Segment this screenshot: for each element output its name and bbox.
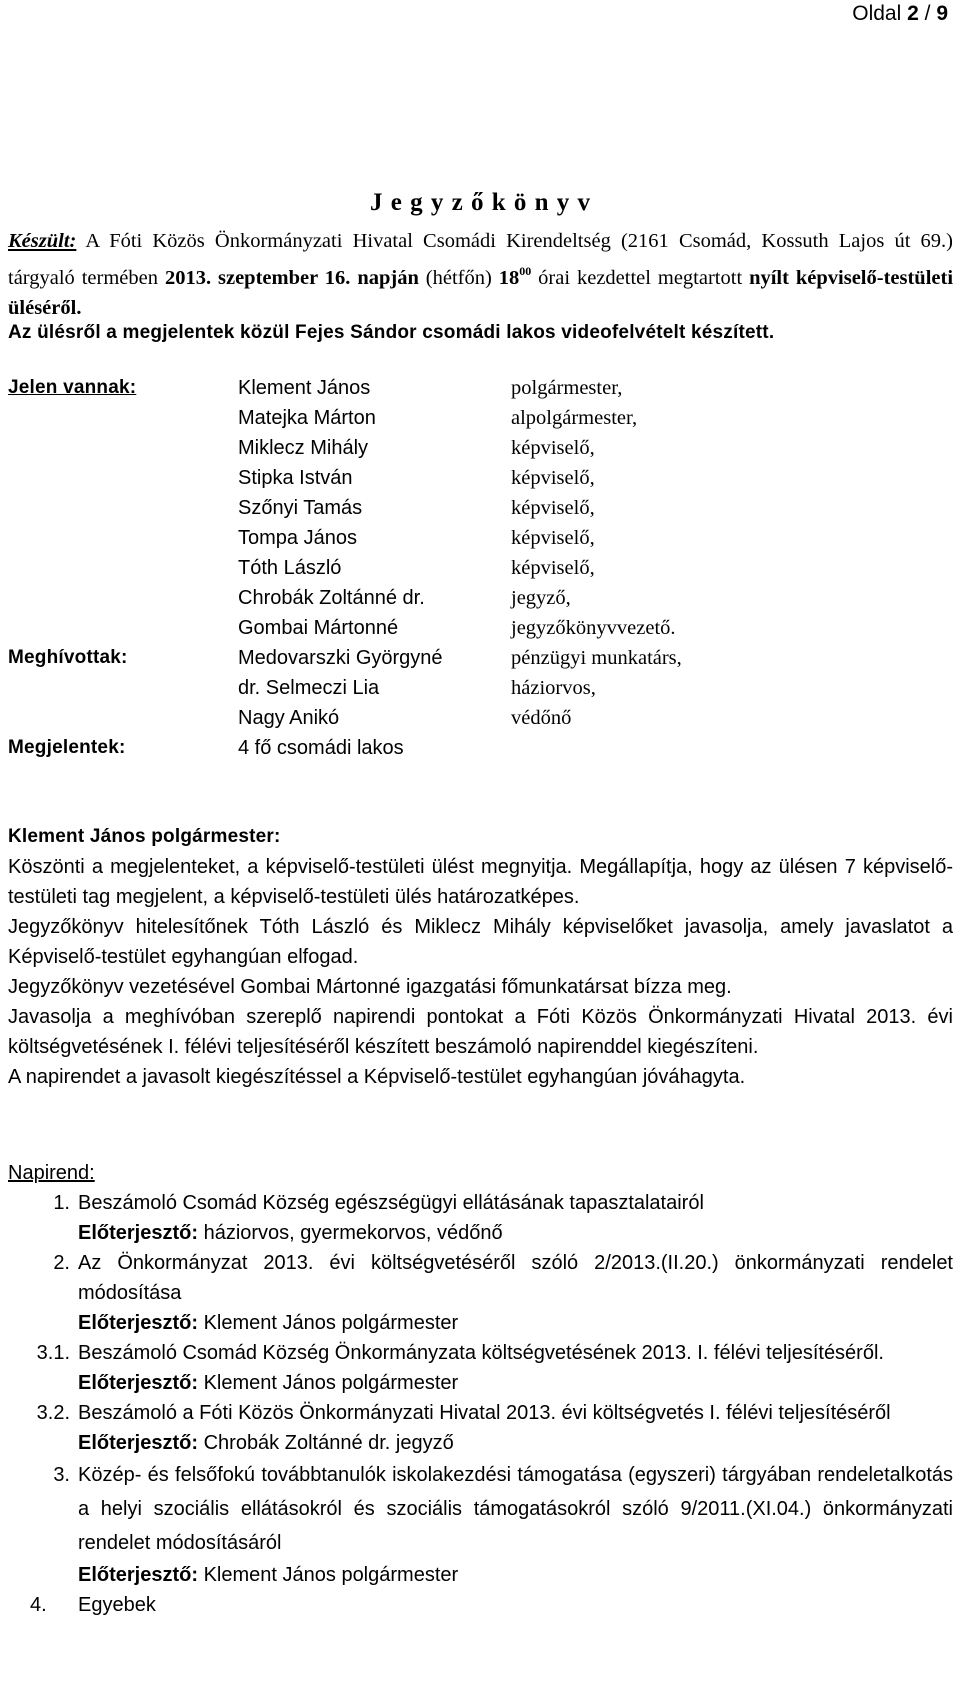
agenda-item: 1. Beszámoló Csomád Község egészségügyi ellátásának tapasztalatairól [53,1192,704,1214]
present-label: Jelen vannak: [8,377,137,398]
agenda-item: 3.1. Beszámoló Csomád Község Önkormányzata költségvetésének 2013. I. félévi teljesítéséről. [36,1342,884,1364]
attendance-row: Gombai Mártonné jegyzőkönyvvezető. [238,617,676,639]
intro-label: Készült: [8,230,77,252]
agenda-item: 3.2. Beszámoló a Fóti Közös Önkormányzati Hivatal 2013. évi költségvetés I. félévi teljesítéséről [36,1402,891,1424]
attendance-row: Jelen vannak: Klement János polgármester, [8,373,953,403]
speaker-heading: Klement János polgármester: [8,826,281,847]
invited-label: Meghívottak: [8,647,128,668]
attendance-row: Chrobák Zoltánné dr. jegyző, [238,587,571,609]
speech-paragraph: Jegyzőkönyv hitelesítőnek Tóth László és Miklecz Mihály képviselőket javasolja, amely javaslatot a Képviselő-testület egyhangúan elfogad. [8,916,953,968]
attendance-row: Szőnyi Tamás képviselő, [238,497,595,519]
speech-paragraph: Köszönti a megjelenteket, a képviselő-testületi ülést megnyitja. Megállapítja, hogy az ülésen 7 képviselő-testületi tag megjelent, a képviselő-testületi ülés határozatképes. [8,856,953,908]
appeared-label: Megjelentek: [8,737,126,758]
agenda-presenter: Előterjesztő: Klement János polgármester [78,1372,459,1394]
attendance-row: Stipka István képviselő, [238,467,595,489]
intro-paragraph: Készült: A Fóti Közös Önkormányzati Hivatal Csomádi Kirendeltség (2161 Csomád, Kossuth Lajos út 69.) tárgyaló termében 2013. szeptember 16. napján (hétfőn) $18^{00}$ órai kezdettel megtartott nyílt képviselő-testületi üléséről. [8,230,954,319]
agenda-item: 4. Egyebek [30,1594,156,1616]
agenda-heading: Napirend: [8,1162,95,1184]
attendance-row: Nagy Anikó védőnő [238,707,572,729]
attendance-row: Miklecz Mihály képviselő, [238,437,595,459]
agenda-item: 3. Közép- és felsőfokú továbbtanulók iskolakezdési támogatása (egyszeri) tárgyában rendeletalkotás a helyi szociális ellátásokról és szociális támogatásokról szóló 9/2011.(XI.04.) önkormányzati rendelet módosításáról [53,1464,953,1554]
agenda-section [8,1158,953,1620]
document-title: J e g y z ő k ö n y v [370,189,591,216]
agenda-presenter: Előterjesztő: Klement János polgármester [78,1564,459,1586]
attendance-row: Meghívottak: Medovarszki Györgyné pénzügyi munkatárs, [8,643,953,673]
video-note: Az ülésről a megjelentek közül Fejes Sándor csomádi lakos videofelvételt készített. [8,322,775,343]
agenda-presenter: Előterjesztő: Klement János polgármester [78,1312,459,1334]
agenda-item: 2. Az Önkormányzat 2013. évi költségvetéséről szóló 2/2013.(II.20.) önkormányzati rendelet módosítása [53,1252,953,1304]
attendance-row: Matejka Márton alpolgármester, [238,407,638,429]
agenda-presenter: Előterjesztő: Chrobák Zoltánné dr. jegyző [78,1432,454,1454]
agenda-presenter: Előterjesztő: háziorvos, gyermekorvos, védőnő [78,1222,503,1244]
speech-paragraph: A napirendet a javasolt kiegészítéssel a Képviselő-testület egyhangúan jóváhagyta. [8,1066,746,1088]
attendance-row: dr. Selmeczi Lia háziorvos, [238,677,596,699]
speech-section [8,822,953,1092]
speech-paragraph: Javasolja a meghívóban szereplő napirendi pontokat a Fóti Közös Önkormányzati Hivatal 2013. évi költségvetésének I. félévi teljesítéséről készített beszámoló napirenddel kiegészíteni. [8,1006,953,1058]
attendance-row: Megjelentek: 4 fő csomádi lakos [8,733,953,763]
page-number: Oldal 2 / 9 [852,2,948,25]
attendance-row: Tompa János képviselő, [238,527,595,549]
speech-paragraph: Jegyzőkönyv vezetésével Gombai Mártonné igazgatási főmunkatársat bízza meg. [8,976,732,998]
attendance-row: Tóth László képviselő, [238,557,595,579]
